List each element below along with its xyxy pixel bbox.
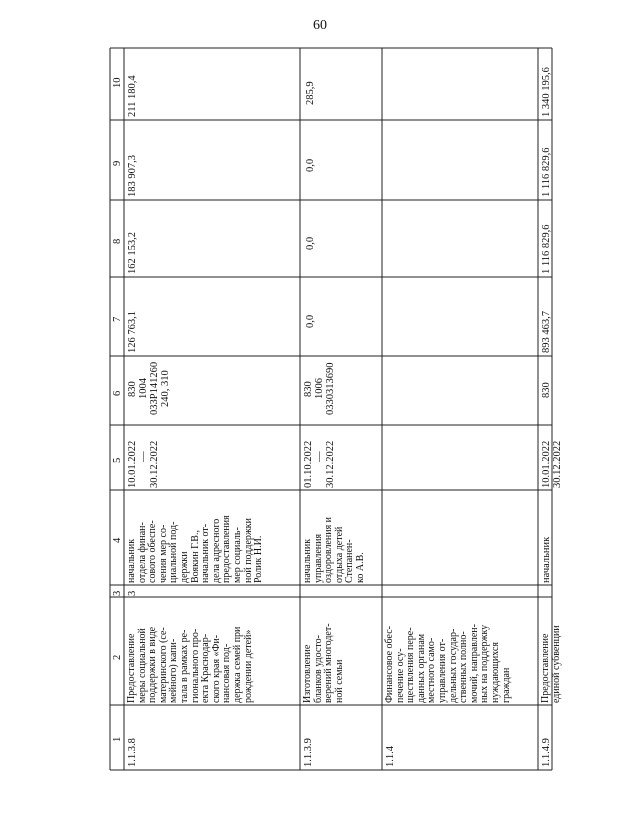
row-4-responsible: начальник xyxy=(541,536,552,583)
header-col-7: 7 xyxy=(112,316,123,322)
row-1-kbk: 830 1004 033P141260 240, 310 xyxy=(127,361,171,415)
row-3-id: 1.1.4 xyxy=(385,746,396,767)
row-1-responsible: начальник отдела финан- сового обеспе- чения мер со- циальной под- держки Воякин Г.В., начальник от- дела адресного предоставления мер социаль- ной поддержки Ролик Н.И. xyxy=(126,515,265,583)
row-2-col9: 0,0 xyxy=(305,158,316,172)
row-4-col10: 1 340 195,6 xyxy=(541,67,552,117)
row-4-col9: 1 116 829,6 xyxy=(541,147,552,197)
row-2-dates: 01.10.2022 — 30.12.2022 xyxy=(303,440,336,488)
header-col-2: 2 xyxy=(112,654,123,660)
header-col-4: 4 xyxy=(112,537,123,543)
row-1-id: 1.1.3.8 xyxy=(127,738,138,767)
row-2-id: 1.1.3.9 xyxy=(303,738,314,767)
header-col-6: 6 xyxy=(112,390,123,396)
page-number: 60 xyxy=(313,18,327,33)
header-col-10: 10 xyxy=(112,77,123,88)
row-1-col7: 126 763,1 xyxy=(127,311,138,353)
row-1-col3: 3 xyxy=(127,590,138,596)
row-2-kbk: 830 1006 0330313690 xyxy=(303,362,336,415)
row-4-id: 1.1.4.9 xyxy=(541,738,552,767)
row-4-kbk: 830 xyxy=(541,382,552,398)
row-2-col8: 0,0 xyxy=(305,236,316,250)
row-2-name: Изготовление бланков удосто- верений многодет- ной семьи xyxy=(302,623,345,703)
row-2-col10: 285,9 xyxy=(305,81,316,105)
header-col-1: 1 xyxy=(112,736,123,742)
row-1-col10: 211 180,4 xyxy=(127,75,138,117)
row-1-col9: 183 907,3 xyxy=(127,155,138,197)
header-col-9: 9 xyxy=(112,160,123,166)
row-2-responsible: начальник управления оздоровления и отдыха детей Степанен- ко А.В. xyxy=(302,516,366,583)
row-1-col8: 162 153,2 xyxy=(127,232,138,274)
header-col-3: 3 xyxy=(112,590,123,596)
row-3-name: Финансовое обес- печение осу- ществления пере- данных органам местного само- управления от- дельных государ- ственных полно- мочий, направлен- ных на поддержку нуждающихся граждан xyxy=(384,624,512,703)
header-col-8: 8 xyxy=(112,238,123,244)
row-4-name: Предоставление единой субвенции xyxy=(540,625,562,703)
header-col-5: 5 xyxy=(112,457,123,463)
row-4-dates: 10.01.2022 30.12.2022 xyxy=(541,440,563,488)
row-4-col7: 893 463,7 xyxy=(541,311,552,353)
row-2-col7: 0,0 xyxy=(305,314,316,328)
row-4-col8: 1 116 829,6 xyxy=(541,224,552,274)
row-1-name: Предоставление меры социальной поддержки в виде материнского (се- мейного) капи- тала в рамках ре- гионального про- екта Краснодар- ского края «Фи- нансовая под- держка семей при рождении детей» xyxy=(126,626,254,703)
row-1-dates: 10.01.2022 — 30.12.2022 xyxy=(127,440,160,488)
